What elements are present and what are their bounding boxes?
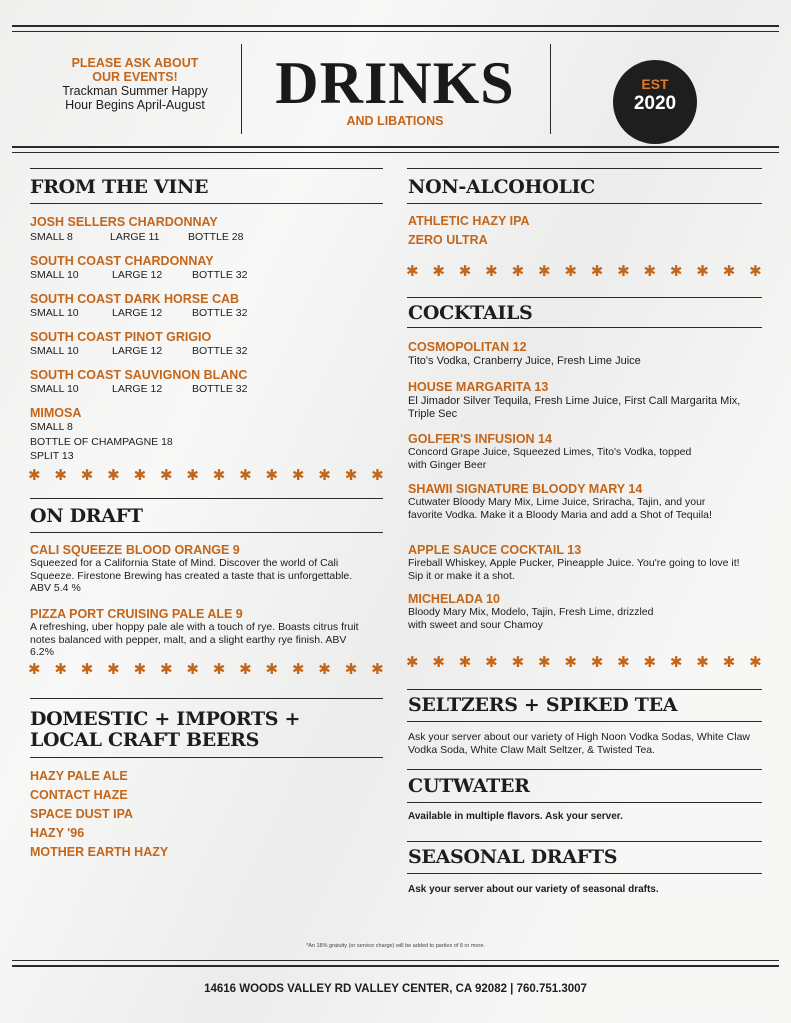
draft-rule <box>30 498 383 499</box>
star-icon: ✱ <box>133 661 147 678</box>
wine-small-price: SMALL 8 <box>30 231 73 243</box>
vine-section-title: FROM THE VINE <box>30 176 209 198</box>
events-line-2: OUR EVENTS! <box>92 70 178 84</box>
seltzers-description: Ask your server about our variety of High Noon Vodka Sodas, White Claw Vodka Soda, White Claw Malt Seltzer, & Twisted Tea. <box>408 731 750 756</box>
top-rule-thin <box>12 31 779 32</box>
star-icon: ✱ <box>537 263 551 280</box>
beer-name: CONTACT HAZE <box>30 788 128 802</box>
star-icon: ✱ <box>722 263 736 280</box>
star-icon: ✱ <box>318 467 331 484</box>
star-icon: ✱ <box>212 467 226 484</box>
wine-name: SOUTH COAST DARK HORSE CAB <box>30 292 240 306</box>
beers-section-title-line2: LOCAL CRAFT BEERS <box>30 729 260 751</box>
wine-small-price: SMALL 10 <box>30 345 79 357</box>
wine-large-price: LARGE 12 <box>112 383 163 395</box>
seasonal-rule <box>407 841 762 842</box>
est-badge <box>613 60 697 144</box>
star-icon: ✱ <box>511 263 525 280</box>
wine-large-price: LARGE 11 <box>110 231 160 243</box>
star-icon: ✱ <box>696 654 709 671</box>
star-icon: ✱ <box>749 654 762 671</box>
mimosa-split-price: SPLIT 13 <box>30 450 74 462</box>
seltzers-section-title: SELTZERS + SPIKED TEA <box>408 694 678 716</box>
cocktails-rule <box>407 297 762 298</box>
star-icon: ✱ <box>344 467 358 484</box>
nonalc-section-title: NON-ALCOHOLIC <box>408 176 595 198</box>
star-icon: ✱ <box>344 661 358 678</box>
page-subtitle: AND LIBATIONS <box>346 114 444 128</box>
star-icon: ✱ <box>265 661 279 678</box>
seasonal-section-title: SEASONAL DRAFTS <box>408 846 618 868</box>
seltzers-rule <box>407 689 762 690</box>
wine-large-price: LARGE 12 <box>112 345 163 357</box>
star-icon: ✱ <box>617 654 630 671</box>
draft-name: CALI SQUEEZE BLOOD ORANGE 9 <box>30 543 240 557</box>
nonalc-name: ZERO ULTRA <box>408 233 488 247</box>
mimosa-small-price: SMALL 8 <box>30 421 73 433</box>
cocktail-name: MICHELADA 10 <box>408 592 500 606</box>
cocktail-description: Bloody Mary Mix, Modelo, Tajin, Fresh Lime, drizzled with sweet and sour Chamoy <box>408 606 654 631</box>
beers-rule-bottom <box>30 757 383 758</box>
star-icon: ✱ <box>212 661 226 678</box>
star-icon: ✱ <box>590 654 604 671</box>
star-icon: ✱ <box>696 263 709 280</box>
beer-name: SPACE DUST IPA <box>30 807 134 821</box>
nonalc-rule <box>407 168 762 169</box>
star-icon: ✱ <box>239 467 252 484</box>
beers-rule <box>30 698 383 699</box>
star-divider <box>28 660 397 678</box>
seasonal-description: Ask your server about our variety of seasonal drafts. <box>408 884 659 895</box>
beer-name: HAZY '96 <box>30 826 85 840</box>
nonalc-rule-bottom <box>407 203 762 204</box>
est-label: EST <box>641 76 669 92</box>
wine-name: SOUTH COAST SAUVIGNON BLANC <box>30 368 248 382</box>
star-icon: ✱ <box>28 467 41 484</box>
wine-large-price: LARGE 12 <box>112 307 163 319</box>
star-icon: ✱ <box>749 263 762 280</box>
star-icon: ✱ <box>239 661 252 678</box>
star-icon: ✱ <box>485 654 498 671</box>
star-icon: ✱ <box>669 654 683 671</box>
star-icon: ✱ <box>371 661 384 678</box>
draft-description: A refreshing, uber hoppy pale ale with a touch of rye. Boasts citrus fruit notes balanced with pepper, malt, and a slight earthy rye finish. ABV 6.2% <box>30 621 359 658</box>
star-icon: ✱ <box>669 263 683 280</box>
footer-rule <box>12 960 779 961</box>
draft-section-title: ON DRAFT <box>30 505 143 527</box>
wine-name: JOSH SELLERS CHARDONNAY <box>30 215 218 229</box>
star-icon: ✱ <box>485 263 498 280</box>
vine-rule-bottom <box>30 203 383 204</box>
cocktail-description: Tito's Vodka, Cranberry Juice, Fresh Lime Juice <box>408 355 641 367</box>
star-icon: ✱ <box>643 263 657 280</box>
cocktail-description: Cutwater Bloody Mary Mix, Lime Juice, Sriracha, Tajin, and your favorite Vodka. Make it a Bloody Maria and add a Shot of Tequila! <box>408 496 712 521</box>
gratuity-note: *An 18% gratuity (or service charge) will be added to parties of 8 or more. <box>306 943 485 949</box>
mimosa-bottle-price: BOTTLE OF CHAMPAGNE 18 <box>30 436 173 448</box>
cocktail-name: COSMOPOLITAN 12 <box>408 340 527 354</box>
star-icon: ✱ <box>291 467 305 484</box>
cutwater-description: Available in multiple flavors. Ask your server. <box>408 811 623 822</box>
cutwater-rule <box>407 769 762 770</box>
top-rule <box>12 25 779 27</box>
cocktail-name: HOUSE MARGARITA 13 <box>408 380 549 394</box>
footer-rule-thick <box>12 965 779 967</box>
star-icon: ✱ <box>159 661 173 678</box>
draft-rule-bottom <box>30 532 383 533</box>
star-icon: ✱ <box>564 263 577 280</box>
star-icon: ✱ <box>643 654 657 671</box>
draft-description: Squeezed for a California State of Mind. Discover the world of Cali Squeeze. Firestone Brewing has created a taste that is unforgettable. ABV 5.4 % <box>30 557 353 594</box>
star-icon: ✱ <box>406 263 419 280</box>
star-icon: ✱ <box>107 661 120 678</box>
star-icon: ✱ <box>371 467 384 484</box>
cocktails-rule-bottom <box>407 327 762 328</box>
wine-bottle-price: BOTTLE 32 <box>192 345 248 357</box>
est-year: 2020 <box>633 93 677 114</box>
star-icon: ✱ <box>265 467 279 484</box>
mimosa-name: MIMOSA <box>30 406 82 420</box>
cutwater-section-title: CUTWATER <box>408 775 530 797</box>
star-icon: ✱ <box>511 654 525 671</box>
star-icon: ✱ <box>617 263 630 280</box>
star-divider <box>28 466 397 484</box>
cocktail-name: APPLE SAUCE COCKTAIL 13 <box>408 543 582 557</box>
wine-name: SOUTH COAST PINOT GRIGIO <box>30 330 212 344</box>
events-line-1: PLEASE ASK ABOUT <box>71 56 199 70</box>
star-icon: ✱ <box>432 654 445 671</box>
star-icon: ✱ <box>28 661 41 678</box>
beer-name: HAZY PALE ALE <box>30 769 128 783</box>
cocktail-description: El Jimador Silver Tequila, Fresh Lime Juice, First Call Margarita Mix, Triple Sec <box>408 395 741 420</box>
wine-small-price: SMALL 10 <box>30 307 79 319</box>
wine-bottle-price: BOTTLE 32 <box>192 383 248 395</box>
page-title: DRINKS <box>275 50 515 116</box>
events-notice <box>30 56 240 112</box>
star-divider <box>406 653 775 671</box>
header-divider-right <box>550 44 551 134</box>
star-icon: ✱ <box>406 654 419 671</box>
star-icon: ✱ <box>54 661 67 678</box>
star-icon: ✱ <box>159 467 173 484</box>
star-icon: ✱ <box>722 654 736 671</box>
star-icon: ✱ <box>458 263 472 280</box>
beer-name: MOTHER EARTH HAZY <box>30 845 169 859</box>
cocktail-description: Concord Grape Juice, Squeezed Limes, Tito's Vodka, topped with Ginger Beer <box>408 446 692 471</box>
star-icon: ✱ <box>80 467 94 484</box>
star-icon: ✱ <box>107 467 120 484</box>
wine-small-price: SMALL 10 <box>30 269 79 281</box>
star-icon: ✱ <box>564 654 577 671</box>
cocktail-name: GOLFER'S INFUSION 14 <box>408 432 552 446</box>
wine-bottle-price: BOTTLE 32 <box>192 307 248 319</box>
happy-hour-line-2: Hour Begins April-August <box>65 98 205 112</box>
star-divider <box>406 262 775 280</box>
star-icon: ✱ <box>291 661 305 678</box>
beers-section-title-line1: DOMESTIC + IMPORTS + <box>30 708 301 730</box>
nonalc-name: ATHLETIC HAZY IPA <box>408 214 530 228</box>
star-icon: ✱ <box>590 263 604 280</box>
star-icon: ✱ <box>133 467 147 484</box>
cocktail-description: Fireball Whiskey, Apple Pucker, Pineapple Juice. You're going to love it! Sip it or make it a shot. <box>408 557 740 582</box>
draft-name: PIZZA PORT CRUISING PALE ALE 9 <box>30 607 243 621</box>
wine-name: SOUTH COAST CHARDONNAY <box>30 254 214 268</box>
cutwater-rule-bottom <box>407 802 762 803</box>
wine-bottle-price: BOTTLE 32 <box>192 269 248 281</box>
seltzers-rule-bottom <box>407 721 762 722</box>
star-icon: ✱ <box>537 654 551 671</box>
happy-hour-line-1: Trackman Summer Happy <box>62 84 208 98</box>
vine-rule <box>30 168 383 169</box>
seasonal-rule-bottom <box>407 873 762 874</box>
wine-bottle-price: BOTTLE 28 <box>188 231 244 243</box>
star-icon: ✱ <box>54 467 67 484</box>
star-icon: ✱ <box>186 661 199 678</box>
star-icon: ✱ <box>80 661 94 678</box>
cocktails-section-title: COCKTAILS <box>408 302 533 324</box>
wine-small-price: SMALL 10 <box>30 383 79 395</box>
header-bottom-rule-thin <box>12 152 779 153</box>
wine-large-price: LARGE 12 <box>112 269 163 281</box>
cocktail-name: SHAWII SIGNATURE BLOODY MARY 14 <box>408 482 643 496</box>
header-divider-left <box>241 44 242 134</box>
header-bottom-rule <box>12 146 779 148</box>
star-icon: ✱ <box>186 467 199 484</box>
address-phone: 14616 WOODS VALLEY RD VALLEY CENTER, CA 92082 | 760.751.3007 <box>204 983 587 995</box>
star-icon: ✱ <box>432 263 445 280</box>
star-icon: ✱ <box>318 661 331 678</box>
star-icon: ✱ <box>458 654 472 671</box>
